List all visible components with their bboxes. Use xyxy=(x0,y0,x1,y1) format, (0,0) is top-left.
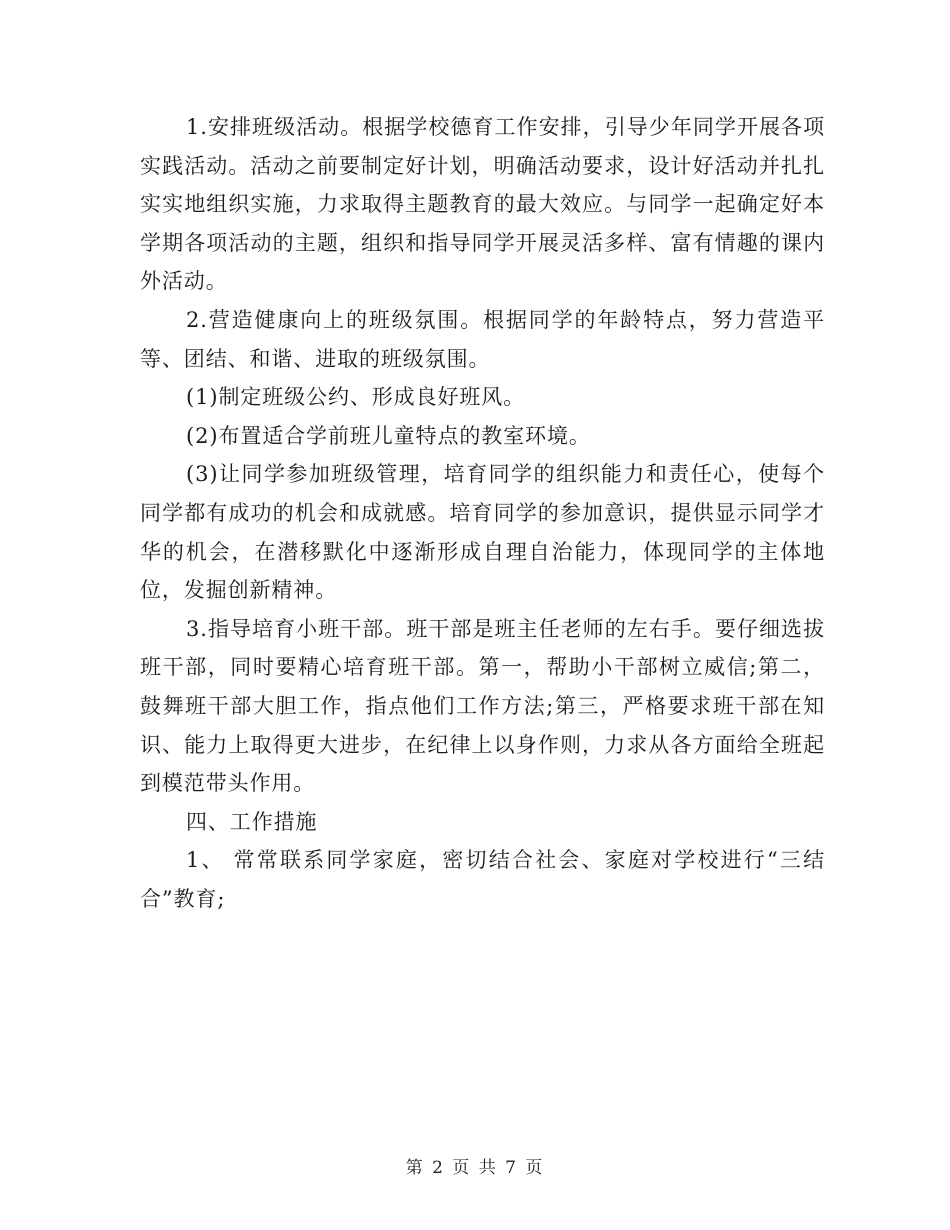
paragraph-class-management: (3)让同学参加班级管理，培育同学的组织能力和责任心，使每个同学都有成功的机会和成就感。培育同学的参加意识，提供显示同学才华的机会，在潜移默化中逐渐形成自理自治能力，体现同学的主体地位，发掘创新精神。 xyxy=(140,462,825,603)
paragraph-class-atmosphere: 2.营造健康向上的班级氛围。根据同学的年龄特点，努力营造平等、团结、和谐、进取的班级氛围。 xyxy=(140,307,825,371)
paragraph-classroom-environment: (2)布置适合学前班儿童特点的教室环境。 xyxy=(186,423,591,448)
paragraph-class-cadres: 3.指导培育小班干部。班干部是班主任老师的左右手。要仔细选拔班干部，同时要精心培育班干部。第一，帮助小干部树立威信;第二，鼓舞班干部大胆工作，指点他们工作方法;第三，严格要求班干部在知识、能力上取得更大进步，在纪律上以身作则，力求从各方面给全班起到模范带头作用。 xyxy=(140,616,825,796)
paragraph-class-convention: (1)制定班级公约、形成良好班风。 xyxy=(186,385,526,410)
document-body xyxy=(140,108,825,918)
paragraph-class-activities: 1.安排班级活动。根据学校德育工作安排，引导少年同学开展各项实践活动。活动之前要制定好计划，明确活动要求，设计好活动并扎扎实实地组织实施，力求取得主题教育的最大效应。与同学一起确定好本学期各项活动的主题，组织和指导同学开展灵活多样、富有情趣的课内外活动。 xyxy=(140,115,825,294)
page-number-footer: 第 2 页 共 7 页 xyxy=(405,1158,545,1178)
section-heading-work-measures: 四、工作措施 xyxy=(186,809,318,834)
paragraph-family-contact: 1、 常常联系同学家庭，密切结合社会、家庭对学校进行“三结合”教育; xyxy=(140,848,825,911)
